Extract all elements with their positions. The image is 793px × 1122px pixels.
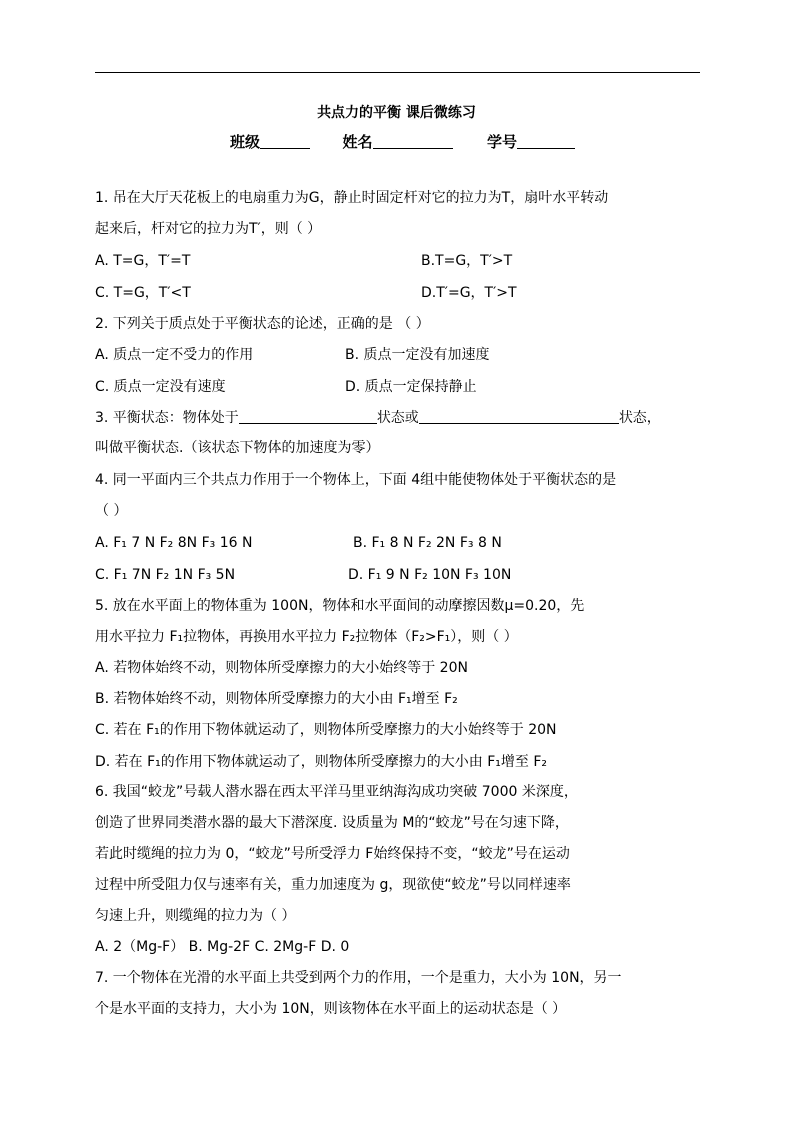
question-4-option-c: C. F₁ 7N F₂ 1N F₃ 5N (95, 567, 236, 583)
question-3-line-1 (95, 408, 661, 428)
name-blank[interactable] (373, 134, 453, 149)
question-5-option-b: B. 若物体始终不动，则物体所受摩擦力的大小由 F₁增至 F₂ (95, 691, 458, 707)
question-5-line-2: 用水平拉力 F₁拉物体，再换用水平拉力 F₂拉物体（F₂>F₁），则（ ） (95, 629, 518, 645)
question-5-option-d: D. 若在 F₁的作用下物体就运动了，则物体所受摩擦力的大小由 F₁增至 F₂ (95, 754, 548, 770)
id-blank[interactable] (517, 134, 575, 149)
question-6-line-3: 若此时缆绳的拉力为 0，“蛟龙”号所受浮力 F始终保持不变，“蛟龙”号在运动 (95, 846, 570, 862)
question-3-end: 状态， (618, 410, 661, 426)
class-blank[interactable] (260, 134, 310, 149)
question-7-line-1: 7. 一个物体在光滑的水平面上共受到两个力的作用，一个是重力，大小为 10N，另一 (95, 970, 622, 986)
name-label: 姓名 (342, 133, 373, 151)
question-4-option-a: A. F₁ 7 N F₂ 8N F₃ 16 N (95, 535, 253, 551)
question-5-option-c: C. 若在 F₁的作用下物体就运动了，则物体所受摩擦力的大小始终等于 20N (95, 722, 557, 738)
question-3-blank-2[interactable] (419, 409, 619, 424)
question-1-line-1: 1. 吊在大厅天花板上的电扇重力为G，静止时固定杆对它的拉力为T，扇叶水平转动 (95, 190, 609, 206)
question-6-line-1: 6. 我国“蛟龙”号载人潜水器在西太平洋马里亚纳海沟成功突破 7000 米深度， (95, 784, 578, 800)
question-2: 2. 下列关于质点处于平衡状态的论述，正确的是 （ ） (95, 316, 430, 332)
question-2-option-b: B. 质点一定没有加速度 (345, 347, 490, 363)
question-1-option-c: C. T=G，T′<T (95, 285, 191, 301)
question-1-line-2: 起来后，杆对它的拉力为T′，则（ ） (95, 221, 322, 237)
student-info-row (230, 131, 575, 152)
question-6-line-4: 过程中所受阻力仅与速率有关，重力加速度为 g，现欲使“蛟龙”号以同样速率 (95, 877, 571, 893)
question-7-line-2: 个是水平面的支持力，大小为 10N，则该物体在水平面上的运动状态是（ ） (95, 1001, 567, 1017)
question-4-option-b: B. F₁ 8 N F₂ 2N F₃ 8 N (353, 535, 502, 551)
question-3-line-2: 叫做平衡状态.（该状态下物体的加速度为零） (95, 440, 380, 456)
question-4-line-2: （ ） (95, 503, 128, 519)
question-3-blank-1[interactable] (239, 409, 377, 424)
question-1-option-a: A. T=G，T′=T (95, 253, 191, 269)
question-6-line-2: 创造了世界同类潜水器的最大下潜深度. 设质量为 M的“蛟龙”号在匀速下降， (95, 815, 569, 831)
id-label: 学号 (486, 133, 517, 151)
question-2-option-c: C. 质点一定没有速度 (95, 379, 226, 395)
question-5-option-a: A. 若物体始终不动，则物体所受摩擦力的大小始终等于 20N (95, 660, 468, 676)
question-6-line-5: 匀速上升，则缆绳的拉力为（ ） (95, 908, 296, 924)
question-4-line-1: 4. 同一平面内三个共点力作用于一个物体上，下面 4组中能使物体处于平衡状态的是 (95, 472, 617, 488)
header-rule (95, 72, 700, 73)
page-title: 共点力的平衡 课后微练习 (317, 105, 476, 121)
question-2-option-d: D. 质点一定保持静止 (345, 379, 477, 395)
question-5-line-1: 5. 放在水平面上的物体重为 100N，物体和水平面间的动摩擦因数μ=0.20，先 (95, 598, 585, 614)
question-3-middle: 状态或 (376, 410, 419, 426)
question-4-option-d: D. F₁ 9 N F₂ 10N F₃ 10N (348, 567, 512, 583)
question-3-stem: 3. 平衡状态：物体处于 (95, 410, 239, 426)
question-6-options: A. 2（Mg-F） B. Mg-2F C. 2Mg-F D. 0 (95, 939, 350, 955)
question-1-option-d: D.T′=G，T′>T (421, 285, 517, 301)
class-label: 班级 (230, 133, 261, 151)
question-2-option-a: A. 质点一定不受力的作用 (95, 347, 254, 363)
question-1-option-b: B.T=G，T′>T (421, 253, 513, 269)
